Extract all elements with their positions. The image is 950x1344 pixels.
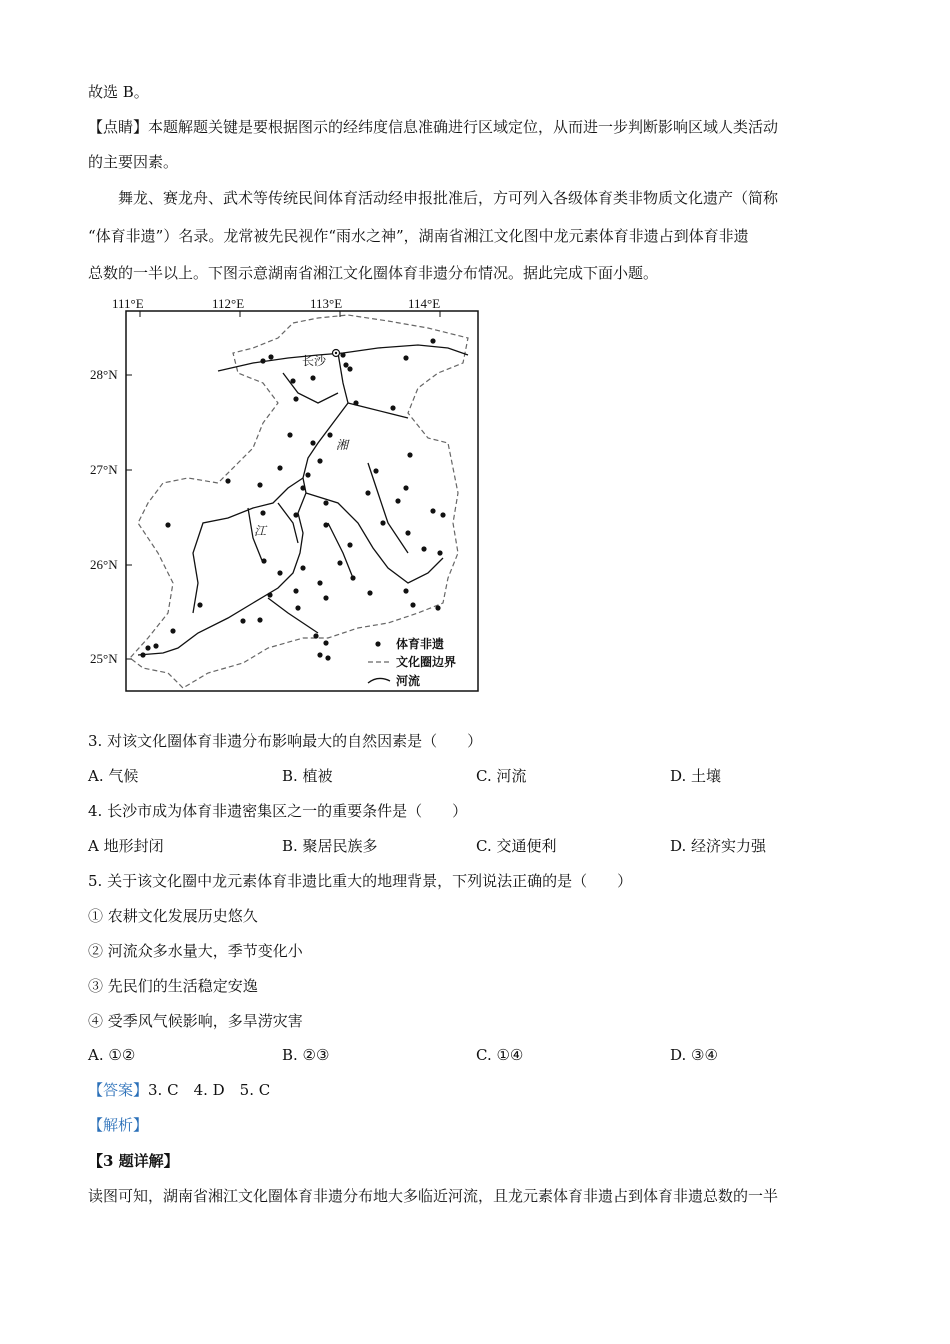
q3-option-b: B. 植被: [282, 767, 333, 785]
map-ticks: [126, 311, 440, 659]
passage-line-1: 舞龙、赛龙舟、武术等传统民间体育活动经申报批准后，方可列入各级体育类非物质文化遗产（简称: [118, 189, 779, 207]
q4-option-d: D. 经济实力强: [670, 837, 767, 855]
q5-option-b: B. ②③: [282, 1046, 330, 1064]
analysis-text: 读图可知，湖南省湘江文化圈体育非遗分布地大多临近河流，且龙元素体育非遗占到体育非遗总数的一半: [88, 1187, 779, 1205]
lon-label: 111°E: [112, 296, 144, 311]
question-4-stem: 4. 长沙市成为体育非遗密集区之一的重要条件是（ ）: [88, 802, 468, 820]
rivers: [138, 345, 468, 655]
q3-option-c: C. 河流: [476, 767, 527, 785]
map-frame: [126, 311, 478, 691]
q5-statement-4: ④ 受季风气候影响，多旱涝灾害: [88, 1012, 303, 1030]
legend-dot-icon: [375, 641, 380, 646]
lon-label: 114°E: [408, 296, 441, 311]
q5-option-c: C. ①④: [476, 1046, 524, 1064]
passage-line-3: 总数的一半以上。下图示意湖南省湘江文化圈体育非遗分布情况。据此完成下面小题。: [88, 264, 659, 282]
q5-statement-3: ③ 先民们的生活稳定安逸: [88, 977, 258, 995]
question-5-stem: 5. 关于该文化圈中龙元素体育非遗比重大的地理背景，下列说法正确的是（ ）: [88, 872, 633, 890]
lat-label: 27°N: [90, 462, 118, 477]
lon-label: 112°E: [212, 296, 245, 311]
q3-option-a: A. 气候: [88, 767, 139, 785]
answer-text: 3. C 4. D 5. C: [148, 1081, 271, 1099]
q5-statement-2: ② 河流众多水量大，季节变化小: [88, 942, 303, 960]
lat-label: 28°N: [90, 367, 118, 382]
analysis-label: 【解析】: [88, 1116, 149, 1134]
lat-label: 25°N: [90, 651, 118, 666]
legend-river-icon: [368, 678, 390, 683]
q4-option-b: B. 聚居民族多: [282, 837, 378, 855]
q5-option-a: A. ①②: [88, 1046, 136, 1064]
lon-label: 113°E: [310, 296, 343, 311]
river-label: 湘: [336, 438, 349, 452]
intro-line-3: 的主要因素。: [88, 153, 179, 171]
intro-line-1: 故选 B。: [88, 83, 149, 101]
passage-line-2: “体育非遗”）名录。龙常被先民视作“雨水之神”，湖南省湘江文化图中龙元素体育非遗占到体育非遗: [88, 227, 749, 245]
q5-option-d: D. ③④: [670, 1046, 718, 1064]
river-label: 江: [254, 524, 267, 538]
legend-dots-label: 体育非遗: [396, 637, 445, 651]
intro-line-2: 【点睛】本题解题关键是要根据图示的经纬度信息准确进行区域定位，从而进一步判断影响区域人类活动: [88, 118, 779, 136]
q5-statement-1: ① 农耕文化发展历史悠久: [88, 907, 258, 925]
lat-label: 26°N: [90, 557, 118, 572]
city-marker-center: [335, 352, 337, 354]
q3-option-d: D. 土壤: [670, 767, 722, 785]
q4-option-c: C. 交通便利: [476, 837, 557, 855]
question-3-stem: 3. 对该文化圈体育非遗分布影响最大的自然因素是（ ）: [88, 732, 483, 750]
answer-line: [88, 1080, 270, 1100]
city-label: 长沙: [302, 354, 327, 368]
legend-river-label: 河流: [396, 674, 421, 688]
xiangjiang-map: [88, 293, 488, 693]
legend-boundary-label: 文化圈边界: [396, 655, 457, 669]
answer-label: 【答案】: [88, 1081, 149, 1099]
culture-boundary: [130, 315, 468, 688]
q4-option-a: A 地形封闭: [88, 837, 164, 855]
q3-detail-label: 【3 题详解】: [88, 1152, 179, 1170]
